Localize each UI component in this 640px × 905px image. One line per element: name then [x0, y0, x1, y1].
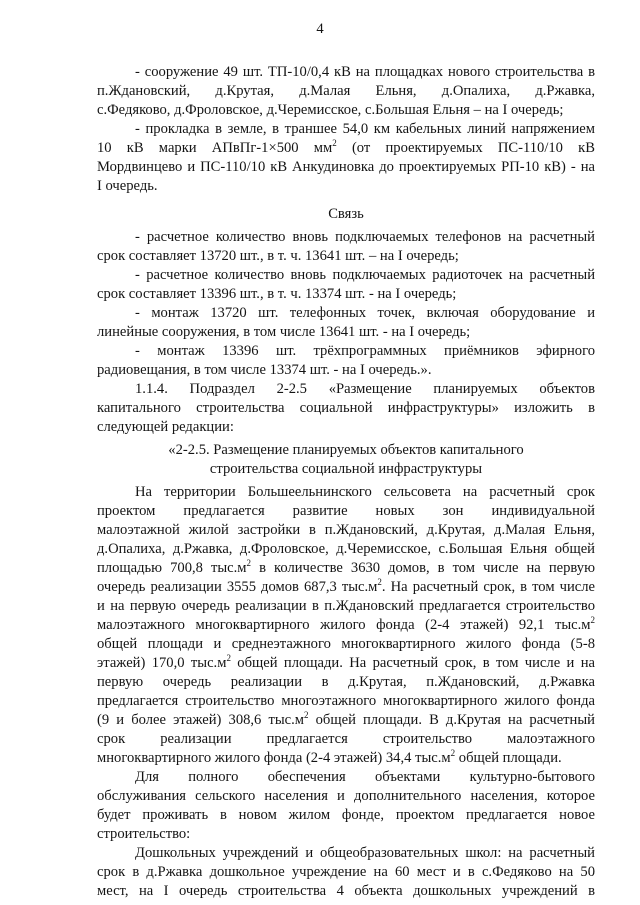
text-line: общей площади и среднеэтажного многоквартирного жилого фонда (5-8	[97, 636, 595, 652]
text-line: срок в д.Ржавка дошкольное учреждение на 60 мест и в с.Федяково на 50	[97, 864, 595, 880]
subsection-title: «2-2.5. Размещение планируемых объектов капитального	[168, 442, 524, 458]
text-line: Мордвинцево и ПС-110/10 кВ Анкудиновка до проектируемых РП-10 кВ) - на	[97, 159, 595, 175]
text-line: Для полного обеспечения объектами культурно-бытового	[135, 769, 595, 785]
text-line: 10 кВ марки АПвПг-1×500 $мм^2$ (от проектируемых ПС-110/10 кВ	[97, 138, 595, 156]
text-line: - монтаж 13396 шт. трёхпрограммных приёмников эфирного	[135, 343, 595, 359]
text-line: 1.1.4. Подраздел 2-2.5 «Размещение планируемых объектов	[135, 381, 595, 397]
text-line: этажей) 170,0 $тыс.м^2$ общей площади. На расчетный срок, в том числе и на	[97, 653, 595, 671]
page-number: 4	[316, 21, 324, 37]
text-line: радиовещания, в том числе 13374 шт. - на I очередь.».	[97, 362, 432, 378]
text-line: На территории Большеельнинского сельсовета на расчетный срок	[135, 484, 595, 500]
text-line: капитального строительства социальной инфраструктуры» изложить в	[97, 400, 595, 416]
text-line: - расчетное количество вновь подключаемых радиоточек на расчетный	[135, 267, 595, 283]
text-line: проектом предлагается развитие новых зон индивидуальной	[97, 503, 595, 519]
text-line: очередь реализации 3555 домов 687,3 $тыс.м^2$. На расчетный срок, в том числе	[97, 577, 595, 595]
text-line: многоквартирного жилого фонда (2-4 этажей) 34,4 $тыс.м^2$ общей площади.	[97, 748, 562, 766]
text-line: I очередь.	[97, 178, 158, 194]
text-line: обслуживания сельского населения и дополнительного населения, которое	[97, 788, 595, 804]
text-line: малоэтажного многоквартирного жилого фонда (2-4 этажей) 92,1 $тыс.м^2$	[97, 615, 595, 633]
text-line: малоэтажной жилой застройки в п.Ждановский, д.Крутая, д.Малая Ельня,	[97, 522, 595, 538]
text-line: с.Федяково, д.Фроловское, д.Черемисское, с.Большая Ельня – на I очередь;	[97, 102, 564, 118]
text-line: строительство:	[97, 826, 191, 842]
text-line: п.Ждановский, д.Крутая, д.Малая Ельня, д.Опалиха, д.Ржавка,	[97, 83, 595, 99]
text-line: срок составляет 13396 шт., в т. ч. 13374 шт. - на I очередь;	[97, 286, 457, 302]
text-line: предлагается строительство многоэтажного многоквартирного жилого фонда	[97, 693, 595, 709]
text-line: площадью 700,8 $тыс.м^2$ в количестве 3630 домов, в том числе на первую	[97, 558, 595, 576]
section-heading: Связь	[328, 206, 364, 222]
text-line: (9 и более этажей) 308,6 $тыс.м^2$ общей площади. В д.Крутая на расчетный	[97, 710, 595, 728]
text-line: линейные сооружения, в том числе 13641 шт. - на I очередь;	[97, 324, 471, 340]
text-line: Дошкольных учреждений и общеобразовательных школ: на расчетный	[135, 845, 595, 861]
text-line: срок реализации предлагается строительство малоэтажного	[97, 731, 595, 747]
text-line: д.Опалиха, д.Ржавка, д.Фроловское, д.Черемисское, с.Большая Ельня общей	[97, 541, 595, 557]
subsection-title: строительства социальной инфраструктуры	[209, 461, 483, 477]
text-line: - расчетное количество вновь подключаемых телефонов на расчетный	[135, 229, 595, 245]
text-line: первую очередь реализации в д.Крутая, п.Ждановский, д.Ржавка	[97, 674, 595, 690]
text-line: и на первую очередь реализации в п.Ждановский предлагается строительство	[97, 598, 595, 614]
text-line: срок составляет 13720 шт., в т. ч. 13641 шт. – на I очередь;	[97, 248, 459, 264]
text-line: - сооружение 49 шт. ТП-10/0,4 кВ на площадках нового строительства в	[135, 64, 595, 80]
text-line: будет проживать в новом жилом фонде, проектом предлагается новое	[97, 807, 595, 823]
text-line: - монтаж 13720 шт. телефонных точек, включая оборудование и	[135, 305, 595, 321]
text-line: следующей редакции:	[97, 419, 234, 435]
text-line: мест, на I очередь строительства 4 объекта дошкольных учреждений в	[97, 883, 595, 899]
text-line: - прокладка в земле, в траншее 54,0 км кабельных линий напряжением	[135, 121, 595, 137]
